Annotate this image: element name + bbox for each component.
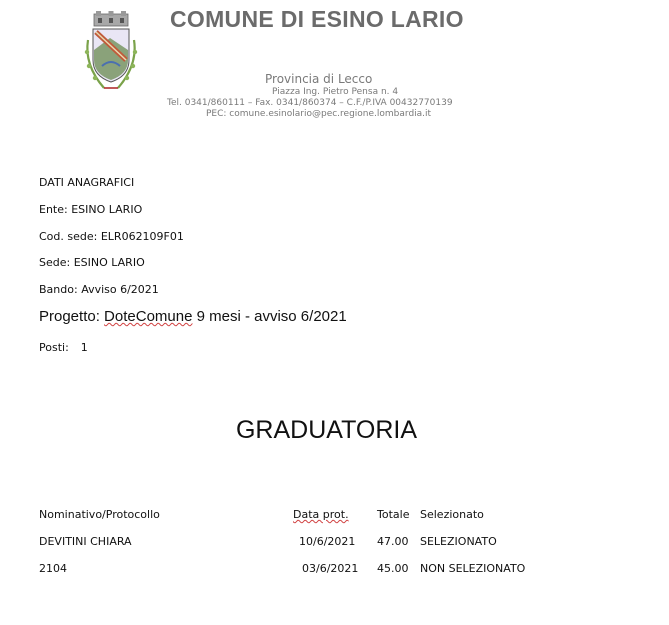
bando-label: Bando: <box>39 283 78 296</box>
row-selezionato: SELEZIONATO <box>420 535 497 548</box>
row-totale: 47.00 <box>377 535 409 548</box>
dati-anagrafici-heading: DATI ANAGRAFICI <box>39 176 135 189</box>
sede-value: ESINO LARIO <box>73 256 145 269</box>
progetto-name: DoteComune <box>104 308 193 325</box>
progetto-label: Progetto: <box>39 308 100 325</box>
address-line: Piazza Ing. Pietro Pensa n. 4 <box>272 87 399 97</box>
cod-sede-row <box>39 230 184 243</box>
ente-value: ESINO LARIO <box>71 203 143 216</box>
comune-crest-logo <box>80 10 142 94</box>
posti-value: 1 <box>80 341 88 354</box>
sede-label: Sede: <box>39 256 71 269</box>
posti-row <box>39 341 88 354</box>
bando-value: Avviso 6/2021 <box>81 283 159 296</box>
phone-fax-line: Tel. 0341/860111 – Fax. 0341/860374 – C.F./P.IVA 00432770139 <box>167 98 453 108</box>
row-nominativo: 2104 <box>39 562 67 575</box>
header-totale: Totale <box>377 508 410 521</box>
sede-row <box>39 256 145 269</box>
progetto-row <box>39 308 347 325</box>
comune-title: COMUNE DI ESINO LARIO <box>170 6 464 32</box>
posti-label: Posti: <box>39 341 69 354</box>
row-selezionato: NON SELEZIONATO <box>420 562 526 575</box>
header-selezionato: Selezionato <box>420 508 484 521</box>
header-nominativo: Nominativo/Protocollo <box>39 508 160 521</box>
ente-label: Ente: <box>39 203 68 216</box>
pec-line: PEC: comune.esinolario@pec.regione.lombardia.it <box>206 109 432 119</box>
graduatoria-title: GRADUATORIA <box>235 416 418 444</box>
header-data-prot: Data prot. <box>293 508 349 521</box>
row-nominativo: DEVITINI CHIARA <box>39 535 132 548</box>
progetto-detail: 9 mesi - avviso 6/2021 <box>196 308 347 325</box>
cod-sede-label: Cod. sede: <box>39 230 98 243</box>
bando-row <box>39 283 159 296</box>
row-data-prot: 03/6/2021 <box>302 562 359 575</box>
ente-row <box>39 203 142 216</box>
row-totale: 45.00 <box>377 562 409 575</box>
provincia-line: Provincia di Lecco <box>265 72 373 86</box>
row-data-prot: 10/6/2021 <box>299 535 356 548</box>
cod-sede-value: ELR062109F01 <box>100 230 184 243</box>
